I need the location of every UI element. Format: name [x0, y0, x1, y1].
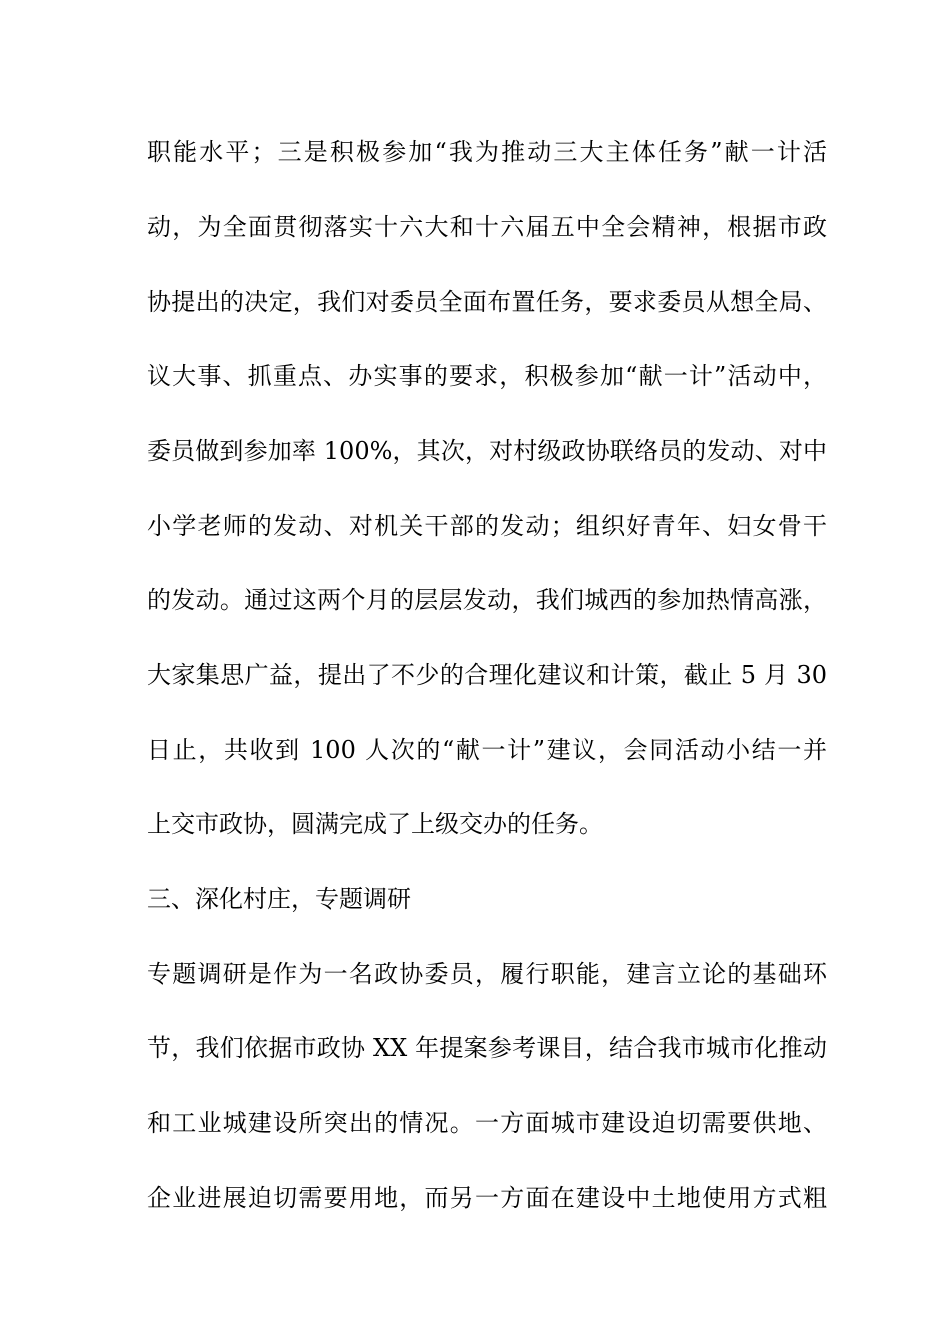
text-line: 的发动。通过这两个月的层层发动，我们城西的参加热情高涨，	[147, 586, 827, 614]
text-line: 上交市政协，圆满完成了上级交办的任务。	[147, 810, 603, 838]
text-line: 日止，共收到 100 人次的“献一计”建议，会同活动小结一并	[147, 736, 827, 764]
text-line: 和工业城建设所突出的情况。一方面城市建设迫切需要供地、	[147, 1109, 827, 1137]
text-line: 小学老师的发动、对机关干部的发动；组织好青年、妇女骨干	[147, 512, 827, 540]
text-line: 动，为全面贯彻落实十六大和十六届五中全会精神，根据市政	[147, 213, 827, 241]
text-line: 大家集思广益，提出了不少的合理化建议和计策，截止 5 月 30	[147, 661, 827, 689]
text-line: 职能水平；三是积极参加“我为推动三大主体任务”献一计活	[147, 138, 827, 166]
text-line: 企业进展迫切需要用地，而另一方面在建设中土地使用方式粗	[147, 1184, 827, 1212]
text-line: 委员做到参加率 100%，其次，对村级政协联络员的发动、对中	[147, 437, 827, 465]
text-line: 专题调研是作为一名政协委员，履行职能，建言立论的基础环	[147, 960, 827, 988]
text-line: 节，我们依据市政协 XX 年提案参考课目，结合我市城市化推动	[147, 1034, 827, 1062]
section-heading: 三、深化村庄，专题调研	[147, 885, 411, 913]
text-line: 议大事、抓重点、办实事的要求，积极参加“献一计”活动中，	[147, 362, 827, 390]
text-line: 协提出的决定，我们对委员全面布置任务，要求委员从想全局、	[147, 288, 827, 316]
